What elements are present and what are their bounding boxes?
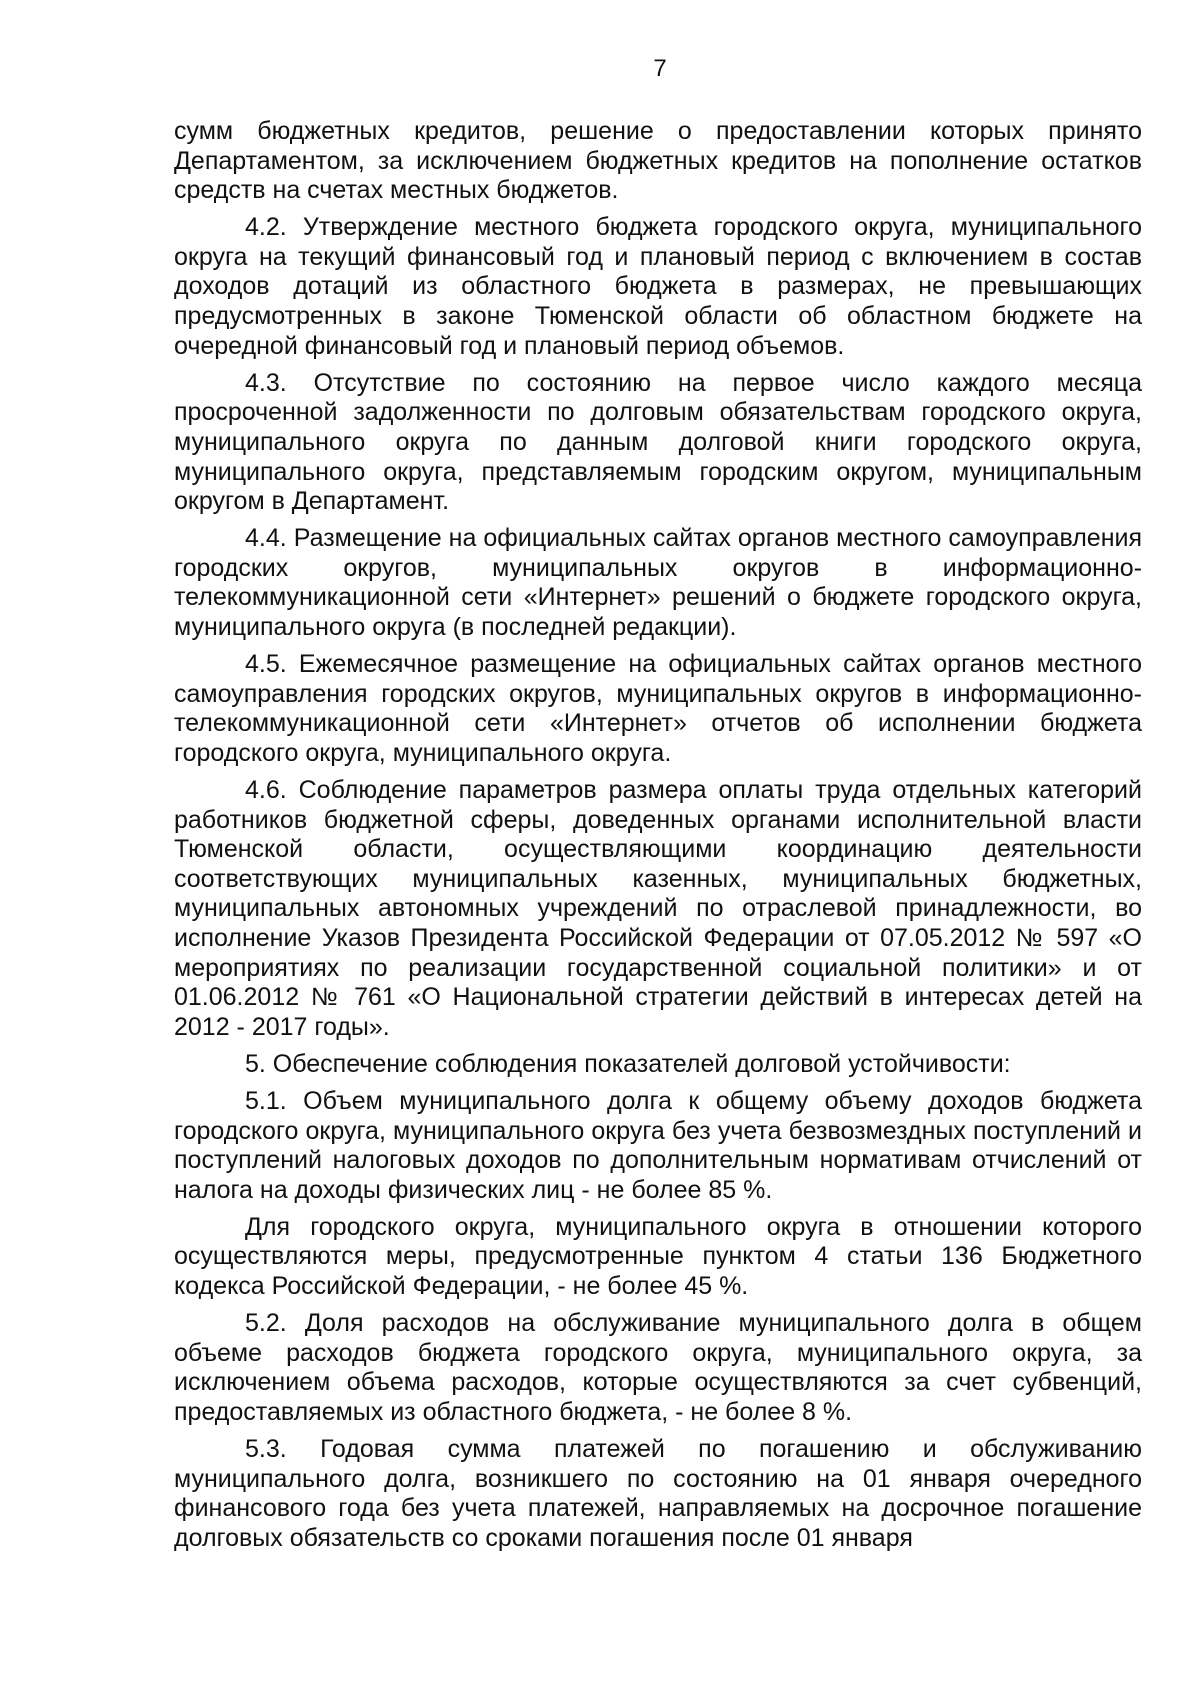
paragraph-continuation: сумм бюджетных кредитов, решение о предоставлении которых принято Департаментом, за исключением бюджетных кредитов на пополнение остатков средств на счетах местных бюджетов. — [174, 117, 1142, 205]
paragraph-4-4: 4.4. Размещение на официальных сайтах органов местного самоуправления городских округов, муниципальных округов в информационно-телекоммуникационной сети «Интернет» решений о бюджете городского округа, муниципального округа (в последней редакции). — [174, 524, 1142, 641]
paragraph-4-3: 4.3. Отсутствие по состоянию на первое число каждого месяца просроченной задолженности по долговым обязательствам городского округа, муниципального округа по данным долговой книги городского округа, муниципального округа, представляемым городским округом, муниципальным округом в Департамент. — [174, 368, 1142, 516]
paragraph-5-2: 5.2. Доля расходов на обслуживание муниципального долга в общем объеме расходов бюджета городского округа, муниципального округа, за исключением объема расходов, которые осуществляются за счет субвенций, предоставляемых из областного бюджета, - не более 8 %. — [174, 1309, 1142, 1426]
page-number: 7 — [653, 55, 667, 82]
paragraph-5-1: 5.1. Объем муниципального долга к общему объему доходов бюджета городского округа, муниципального округа без учета безвозмездных поступлений и поступлений налоговых доходов по дополнительным нормативам отчислений от налога на доходы физических лиц - не более 85 %. — [174, 1086, 1142, 1204]
paragraph-5-3: 5.3. Годовая сумма платежей по погашению и обслуживанию муниципального долга, возникшего по состоянию на 01 января очередного финансового года без учета платежей, направляемых на досрочное погашение долговых обязательств со сроками погашения после 01 января — [174, 1434, 1142, 1552]
paragraph-5-1-note: Для городского округа, муниципального округа в отношении которого осуществляются меры, предусмотренные пунктом 4 статьи 136 Бюджетного кодекса Российской Федерации, - не более 45 %. — [174, 1212, 1142, 1300]
paragraph-4-5: 4.5. Ежемесячное размещение на официальных сайтах органов местного самоуправления городских округов, муниципальных округов в информационно-телекоммуникационной сети «Интернет» отчетов об исполнении бюджета городского округа, муниципального округа. — [174, 650, 1142, 767]
paragraph-5: 5. Обеспечение соблюдения показателей долговой устойчивости: — [245, 1049, 1011, 1078]
paragraph-4-6: 4.6. Соблюдение параметров размера оплаты труда отдельных категорий работников бюджетной сферы, доведенных органами исполнительной власти Тюменской области, осуществляющими координацию деятельности соответствующих муниципальных казенных, муниципальных бюджетных, муниципальных автономных учреждений по отраслевой принадлежности, во исполнение Указов Президента Российской Федерации от 07.05.2012 № 597 «О мероприятиях по реализации государственной социальной политики» и от 01.06.2012 № 761 «О Национальной стратегии действий в интересах детей на 2012 - 2017 годы». — [174, 775, 1142, 1041]
document-body — [174, 117, 1142, 1561]
paragraph-4-2: 4.2. Утверждение местного бюджета городского округа, муниципального округа на текущий финансовый год и плановый период с включением в состав доходов дотаций из областного бюджета в размерах, не превышающих предусмотренных в законе Тюменской области об областном бюджете на очередной финансовый год и плановый период объемов. — [174, 213, 1142, 360]
